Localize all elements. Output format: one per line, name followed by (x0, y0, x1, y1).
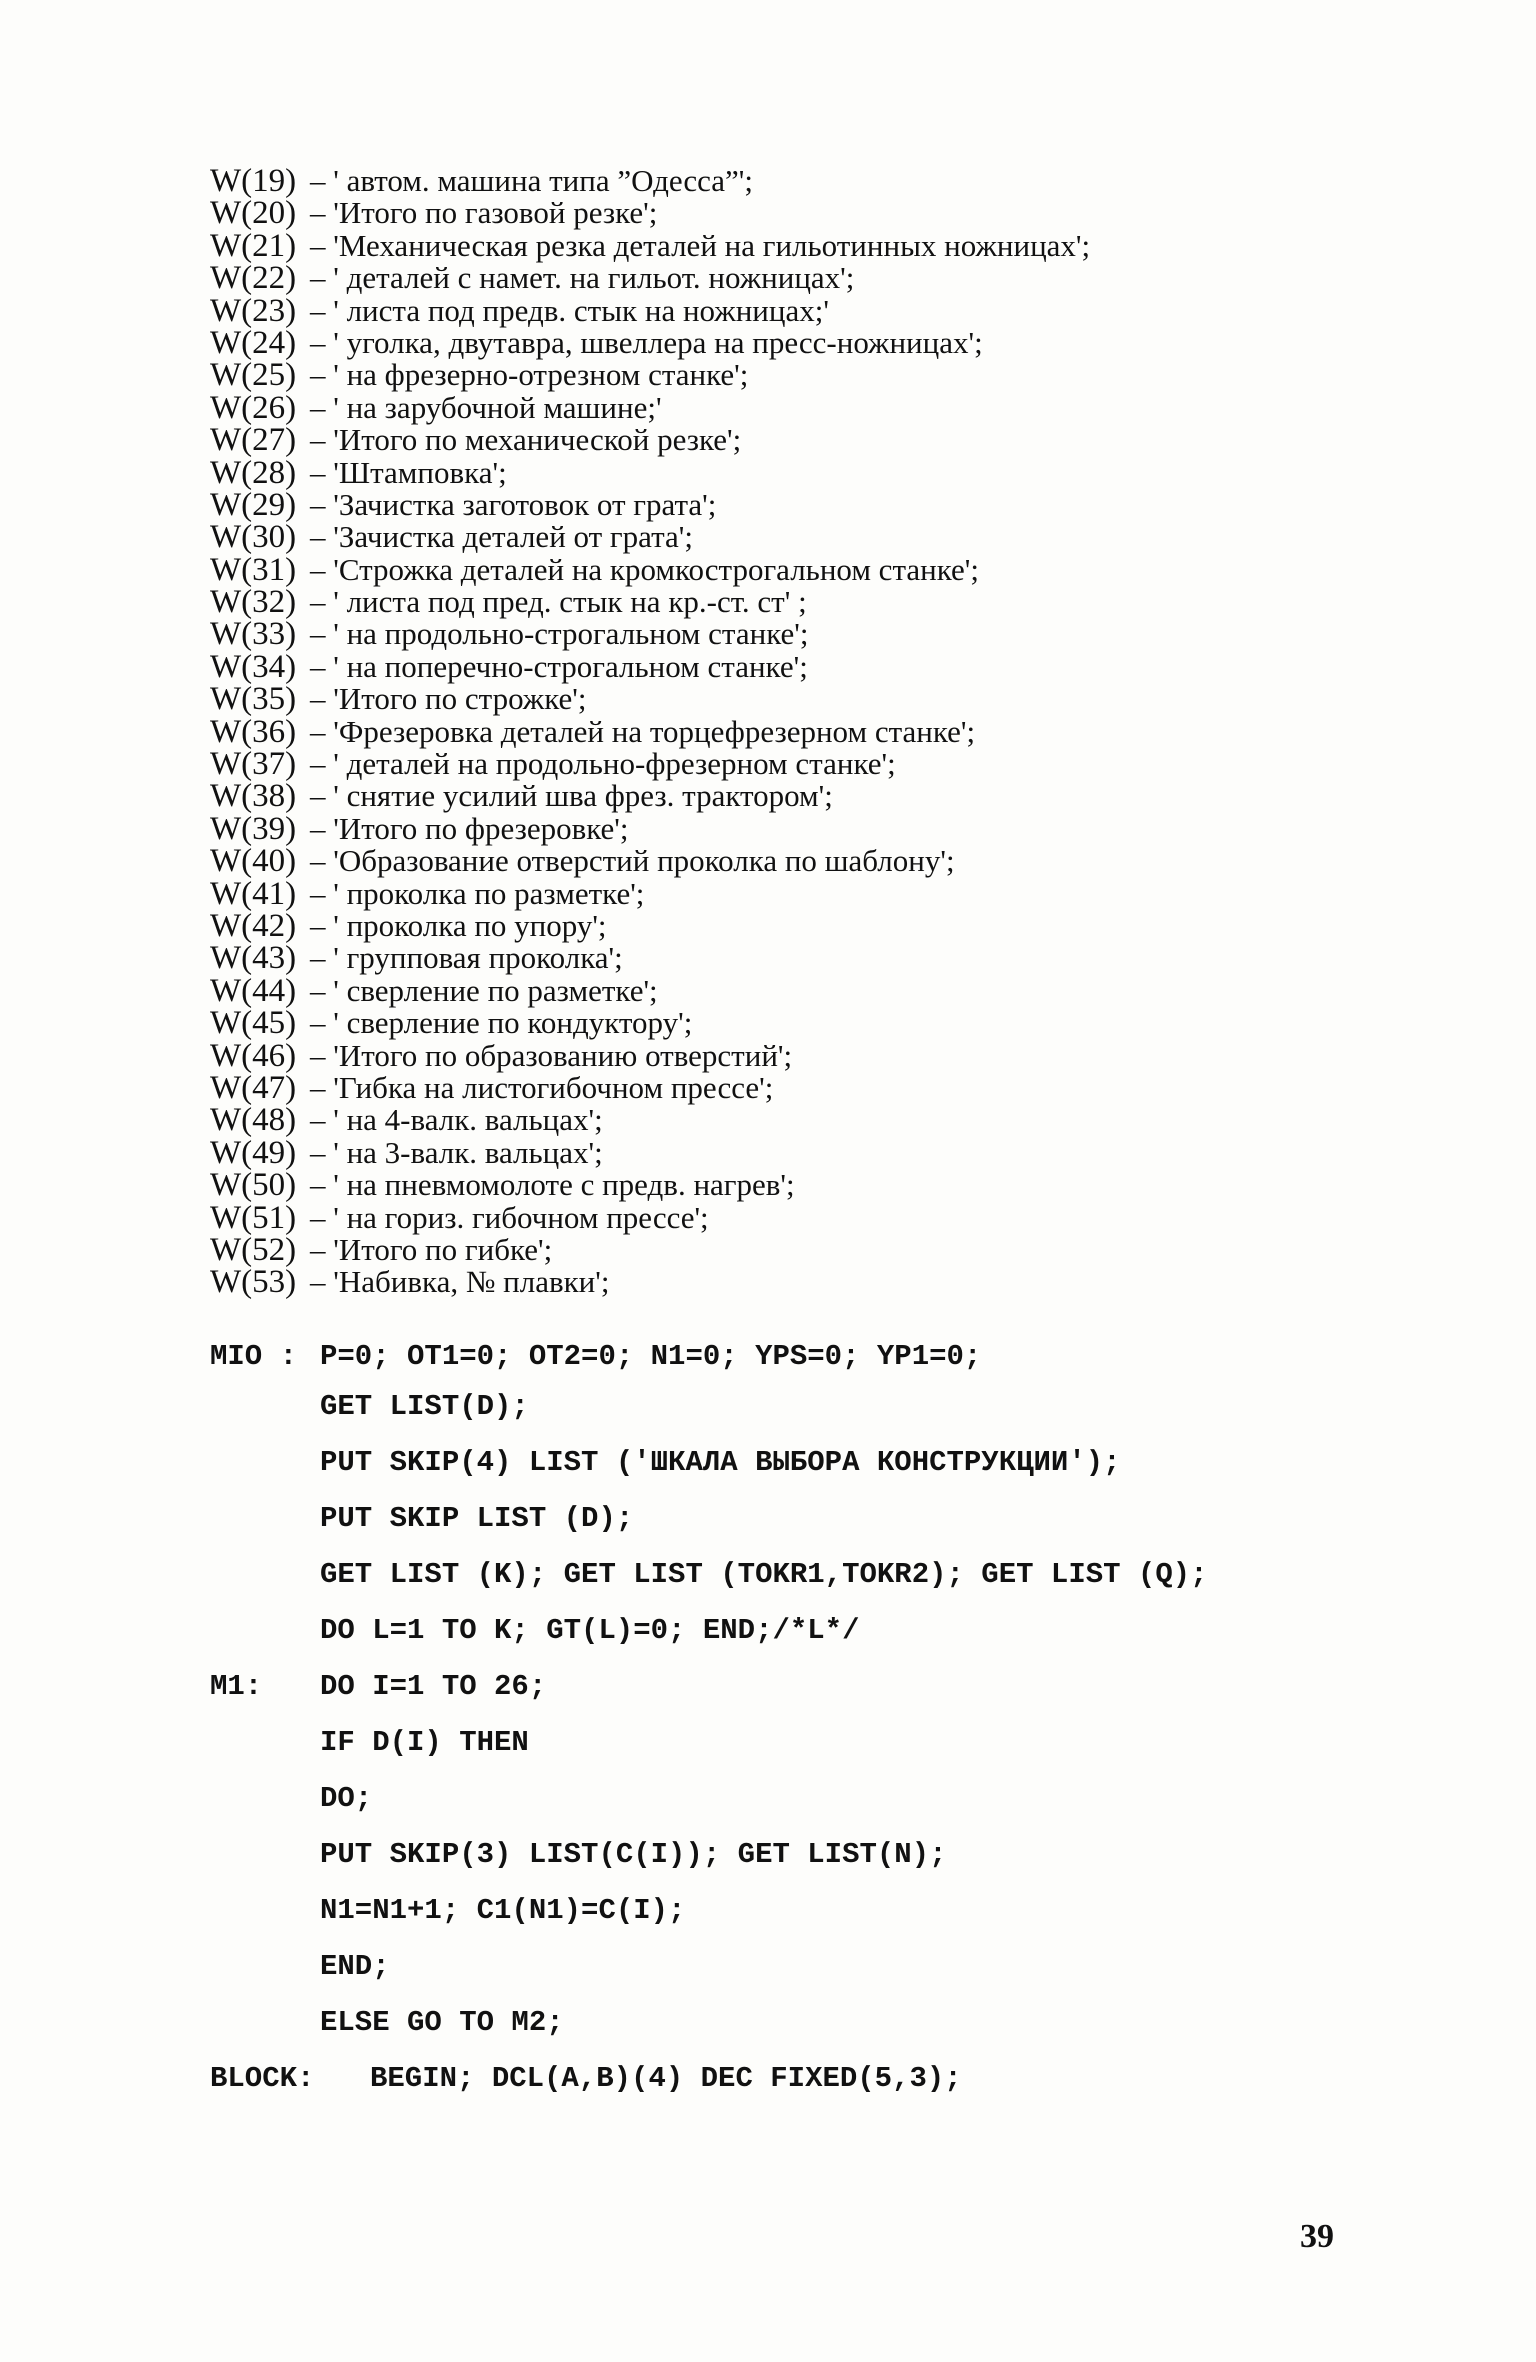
w-line (210, 681, 1460, 718)
w-text: – ' на 3-валк. вальцах'; (310, 1134, 603, 1170)
w-line (210, 165, 1460, 197)
w-text: – ' на фрезерно-отрезном станке'; (310, 357, 749, 393)
w-line (210, 292, 1460, 329)
w-line (210, 260, 1460, 297)
w-label: W(39) (210, 810, 297, 847)
code-label: MIO : (210, 1340, 298, 1373)
w-line (210, 713, 1460, 750)
w-line (210, 1005, 1460, 1042)
w-line (210, 195, 1460, 232)
w-text: – ' на продольно-строгальном станке'; (310, 616, 809, 652)
w-line (210, 972, 1460, 1009)
w-text: – 'Набивка, № плавки'; (310, 1264, 610, 1300)
w-label: W(53) (210, 1264, 297, 1301)
w-text: – ' сверление по кондуктору'; (310, 1005, 693, 1041)
w-line (210, 907, 1460, 944)
w-text: – 'Фрезеровка деталей на торцефрезерном станке'; (310, 713, 976, 749)
code-line: END; (320, 1950, 390, 1983)
w-label: W(28) (210, 454, 297, 491)
w-label: W(29) (210, 486, 297, 523)
w-label: W(36) (210, 713, 297, 750)
w-label: W(44) (210, 972, 297, 1009)
code-line: DO; (320, 1782, 373, 1815)
w-label: W(27) (210, 422, 297, 459)
w-line (210, 875, 1460, 912)
code-line: ELSE GO TO M2; (320, 2006, 564, 2039)
w-line (210, 454, 1460, 491)
w-label: W(52) (210, 1231, 297, 1268)
code-line: IF D(I) THEN (320, 1726, 529, 1759)
w-text: – 'Итого по гибке'; (310, 1231, 553, 1267)
w-label: W(51) (210, 1199, 297, 1236)
code-line: BEGIN; DCL(A,B)(4) DEC FIXED(5,3); (370, 2062, 962, 2095)
w-label: W(25) (210, 357, 297, 394)
code-line: DO I=1 TO 26; (320, 1670, 547, 1703)
w-text: – ' групповая проколка'; (310, 940, 623, 976)
w-line (210, 616, 1460, 653)
w-text: – 'Итого по образованию отверстий'; (310, 1037, 793, 1073)
w-text: – 'Итого по строжке'; (310, 681, 587, 717)
w-text: – ' на зарубочной машине;' (310, 389, 662, 425)
w-text: – ' сверление по разметке'; (310, 972, 658, 1008)
w-line (210, 1102, 1460, 1139)
w-line (210, 810, 1460, 847)
w-label: W(37) (210, 746, 297, 783)
w-text: – ' листа под пред. стык на кр.-ст. ст' ; (310, 584, 807, 620)
w-label: W(50) (210, 1167, 297, 1204)
w-line (210, 584, 1460, 621)
w-text: – ' автом. машина типа ”Одесса”'; (310, 163, 753, 198)
w-line (210, 746, 1460, 783)
code-line: N1=N1+1; C1(N1)=C(I); (320, 1894, 686, 1927)
code-label: M1: (210, 1670, 263, 1703)
w-assignment-list (210, 165, 1460, 1299)
w-text: – 'Механическая резка деталей на гильотинных ножницах'; (310, 227, 1091, 263)
w-text: – 'Зачистка заготовок от грата'; (310, 486, 717, 522)
w-text: – 'Штамповка'; (310, 454, 507, 490)
w-text: – ' листа под предв. стык на ножницах;' (310, 292, 829, 328)
w-label: W(31) (210, 551, 297, 588)
w-label: W(26) (210, 389, 297, 426)
w-line (210, 648, 1460, 685)
w-line (210, 843, 1460, 880)
w-text: – ' на 4-валк. вальцах'; (310, 1102, 603, 1138)
w-text: – 'Зачистка деталей от грата'; (310, 519, 693, 555)
w-label: W(23) (210, 292, 297, 329)
w-line (210, 1231, 1460, 1268)
w-line (210, 778, 1460, 815)
w-label: W(45) (210, 1005, 297, 1042)
w-label: W(49) (210, 1134, 297, 1171)
w-text: – 'Итого по механической резке'; (310, 422, 742, 458)
w-text: – ' проколка по разметке'; (310, 875, 645, 911)
w-line (210, 324, 1460, 361)
w-text: – ' на поперечно-строгальном станке'; (310, 648, 808, 684)
w-text: – ' на гориз. гибочном прессе'; (310, 1199, 709, 1235)
code-line: PUT SKIP(3) LIST(C(I)); GET LIST(N); (320, 1838, 947, 1871)
w-label: W(41) (210, 875, 297, 912)
w-label: W(24) (210, 324, 297, 361)
w-line (210, 1037, 1460, 1074)
w-text: – ' деталей на продольно-фрезерном станке'; (310, 746, 896, 782)
w-label: W(38) (210, 778, 297, 815)
w-text: – ' на пневмомолоте с предв. нагрев'; (310, 1167, 795, 1203)
w-text: – ' деталей с намет. на гильот. ножницах'; (310, 260, 855, 296)
code-label: BLOCK: (210, 2062, 315, 2095)
w-text: – 'Итого по фрезеровке'; (310, 810, 629, 846)
w-label: W(22) (210, 260, 297, 297)
w-label: W(40) (210, 843, 297, 880)
w-line (210, 357, 1460, 394)
w-label: W(48) (210, 1102, 297, 1139)
w-text: – 'Итого по газовой резке'; (310, 195, 658, 231)
w-line (210, 422, 1460, 459)
code-line: GET LIST(D); (320, 1390, 529, 1423)
w-label: W(42) (210, 907, 297, 944)
code-line: PUT SKIP(4) LIST ('ШКАЛА ВЫБОРА КОНСТРУКЦИИ'); (320, 1446, 1121, 1479)
w-text: – ' уголка, двутавра, швеллера на пресс-ножницах'; (310, 324, 983, 360)
w-label: W(20) (210, 195, 297, 232)
w-line (210, 551, 1460, 588)
w-label: W(43) (210, 940, 297, 977)
w-line (210, 1134, 1460, 1171)
w-line (210, 519, 1460, 556)
w-line (210, 486, 1460, 523)
w-label: W(35) (210, 681, 297, 718)
code-line: PUT SKIP LIST (D); (320, 1502, 634, 1535)
code-line: DO L=1 TO K; GT(L)=0; END;/*L*/ (320, 1614, 860, 1647)
w-text: – 'Гибка на листогибочном прессе'; (310, 1069, 774, 1105)
w-line (210, 1264, 1460, 1301)
w-line (210, 1167, 1460, 1204)
w-line (210, 1199, 1460, 1236)
w-line (210, 1069, 1460, 1106)
w-label: W(33) (210, 616, 297, 653)
w-line (210, 389, 1460, 426)
w-text: – 'Строжка деталей на кромкострогальном станке'; (310, 551, 979, 587)
w-label: W(46) (210, 1037, 297, 1074)
w-text: – ' снятие усилий шва фрез. трактором'; (310, 778, 833, 814)
page-number: 39 (1300, 2218, 1334, 2255)
w-text: – ' проколка по упору'; (310, 907, 607, 943)
code-line: GET LIST (K); GET LIST (TOKR1,TOKR2); GET LIST (Q); (320, 1558, 1208, 1591)
w-text: – 'Образование отверстий проколка по шаблону'; (310, 843, 955, 879)
w-label: W(30) (210, 519, 297, 556)
w-label: W(19) (210, 163, 297, 199)
w-line (210, 940, 1460, 977)
w-label: W(21) (210, 227, 297, 264)
w-label: W(34) (210, 648, 297, 685)
code-line: P=0; OT1=0; OT2=0; N1=0; YPS=0; YP1=0; (320, 1340, 982, 1373)
w-label: W(32) (210, 584, 297, 621)
w-label: W(47) (210, 1069, 297, 1106)
w-line (210, 227, 1460, 264)
